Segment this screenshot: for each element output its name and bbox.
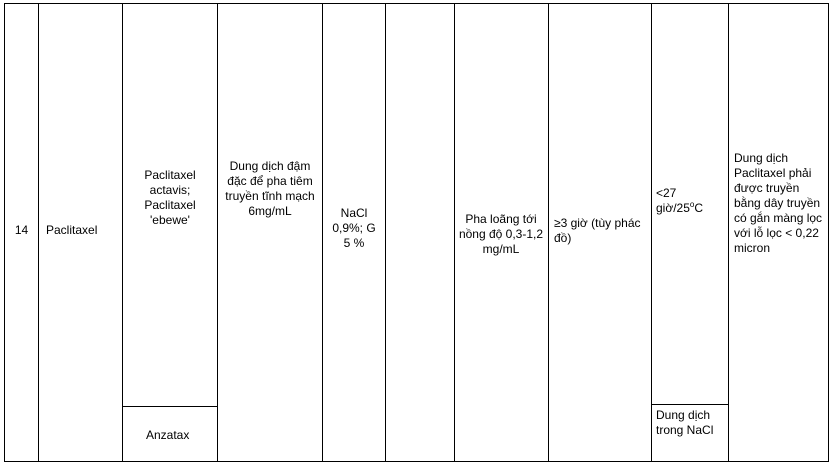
col-divider — [217, 4, 218, 461]
col-divider — [548, 4, 549, 461]
cell-notes: Dung dịch Paclitaxel phải được truyền bằng dây truyền có gắn màng lọc với lỗ lọc < 0,22 micron — [734, 151, 823, 255]
col-divider — [122, 4, 123, 461]
degree-symbol: o — [689, 200, 695, 209]
cell-active-ingredient: Paclitaxel — [46, 223, 98, 237]
col-divider — [651, 4, 652, 461]
col-divider — [728, 4, 729, 461]
cell-stability-bottom: Dung dịch trong NaCl — [656, 408, 714, 437]
col-divider — [454, 4, 455, 461]
drug-table — [4, 3, 829, 462]
row-divider-brand — [122, 406, 217, 407]
row-divider-stability — [651, 404, 728, 405]
cell-dilution: Pha loãng tới nồng độ 0,3-1,2 mg/mL — [458, 212, 544, 256]
col-divider — [38, 4, 39, 461]
cell-brand-anzatax: Anzatax — [146, 428, 190, 442]
col-divider — [385, 4, 386, 461]
cell-stability — [656, 186, 726, 216]
stability-text: <27 giờ/25 — [656, 186, 690, 215]
cell-stt: 14 — [14, 223, 29, 237]
cell-brand-names: Paclitaxel actavis; Paclitaxel 'ebewe' — [144, 168, 196, 227]
stability-unit: C — [694, 201, 704, 215]
cell-infusion-time: ≥3 giờ (tùy phác đồ) — [554, 216, 641, 245]
cell-dosage-form: Dung dịch đậm đặc để pha tiêm truyền tĩnh mạch 6mg/mL — [225, 159, 315, 218]
cell-diluent: NaCl 0,9%; G 5 % — [332, 206, 376, 250]
col-divider — [322, 4, 323, 461]
